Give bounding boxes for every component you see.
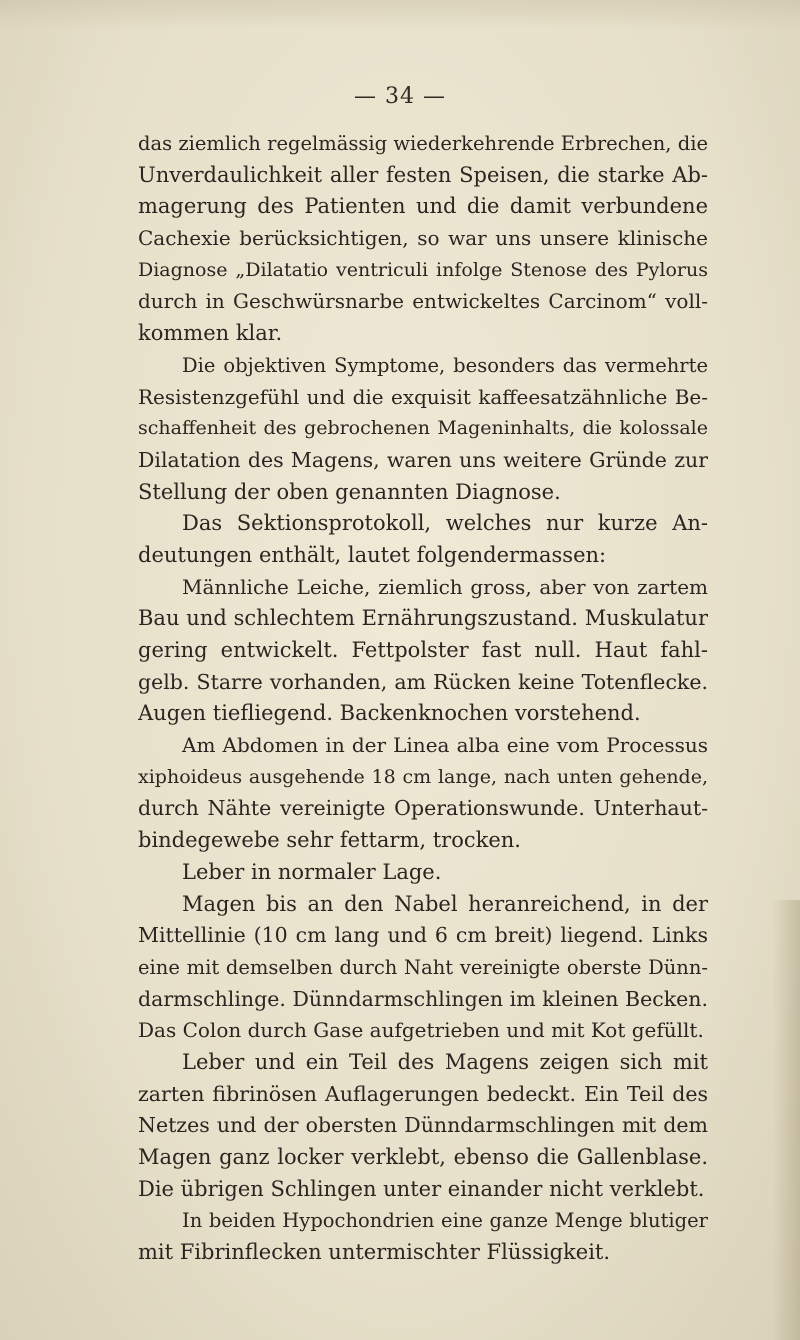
text-line: Das Colon durch Gase aufgetrieben und mit Kot gefüllt. [138, 1018, 704, 1043]
text-line: Cachexie berücksichtigen, so war uns unsere klinische [138, 226, 708, 251]
body-text [138, 128, 708, 1269]
text-line: Magen ganz locker verklebt, ebenso die Gallenblase. [138, 1145, 708, 1169]
text-line: Netzes und der obersten Dünndarmschlingen mit dem [138, 1113, 708, 1138]
text-line: mit Fibrinflecken untermischter Flüssigkeit. [138, 1240, 611, 1265]
text-line: In beiden Hypochondrien eine ganze Menge blutiger [182, 1209, 708, 1233]
text-line: deutungen enthält, lautet folgendermassen: [138, 542, 607, 567]
page-shadow-right [772, 900, 800, 1340]
text-line: magerung des Patienten und die damit verbundene [138, 194, 708, 219]
page-shadow-top [0, 0, 800, 30]
text-line: das ziemlich regelmässig wiederkehrende Erbrechen, die [138, 132, 708, 155]
text-line: xiphoideus ausgehende 18 cm lange, nach unten gehende, [138, 765, 708, 788]
text-line: Augen tiefliegend. Backenknochen vorstehend. [138, 701, 641, 726]
text-line: Leber in normaler Lage. [182, 859, 442, 884]
text-line: Mittellinie (10 cm lang und 6 cm breit) liegend. Links [138, 923, 708, 948]
text-line: Resistenzgefühl und die exquisit kaffeesatzähnliche Be- [138, 384, 708, 409]
text-line: Die objektiven Symptome, besonders das vermehrte [182, 353, 708, 377]
text-line: Das Sektionsprotokoll, welches nur kurze An- [182, 511, 708, 536]
text-line: Stellung der oben genannten Diagnose. [138, 479, 561, 504]
text-line: gering entwickelt. Fettpolster fast null. Haut fahl- [138, 638, 708, 662]
text-line: zarten fibrinösen Auflagerungen bedeckt. Ein Teil des [138, 1081, 708, 1106]
text-line: durch Nähte vereinigte Operationswunde. Unterhaut- [138, 796, 708, 821]
text-line: Bau und schlechtem Ernährungszustand. Muskulatur [138, 606, 708, 631]
text-line: darmschlinge. Dünndarmschlingen im kleinen Becken. [138, 986, 708, 1011]
text-line: schaffenheit des gebrochenen Mageninhalts, die kolossale [138, 417, 708, 440]
text-line: bindegewebe sehr fettarm, trocken. [138, 828, 521, 853]
text-line: kommen klar. [138, 321, 283, 346]
text-line: Die übrigen Schlingen unter einander nicht verklebt. [138, 1176, 705, 1201]
text-line: gelb. Starre vorhanden, am Rücken keine Totenflecke. [138, 669, 708, 694]
text-line: eine mit demselben durch Naht vereinigte oberste Dünn- [138, 955, 708, 979]
text-line: durch in Geschwürsnarbe entwickeltes Carcinom“ voll- [138, 289, 708, 314]
text-line: Magen bis an den Nabel heranreichend, in der [182, 891, 708, 916]
text-line: Unverdaulichkeit aller festen Speisen, die starke Ab- [138, 162, 708, 187]
text-line: Männliche Leiche, ziemlich gross, aber von zartem [182, 574, 708, 599]
text-line: Diagnose „Dilatatio ventriculi infolge Stenose des Pylorus [138, 258, 708, 281]
text-line: Leber und ein Teil des Magens zeigen sich mit [182, 1049, 708, 1074]
text-line: Am Abdomen in der Linea alba eine vom Processus [182, 733, 708, 758]
page-number: — 34 — [354, 84, 446, 109]
text-line: Dilatation des Magens, waren uns weitere Gründe zur [138, 447, 708, 472]
